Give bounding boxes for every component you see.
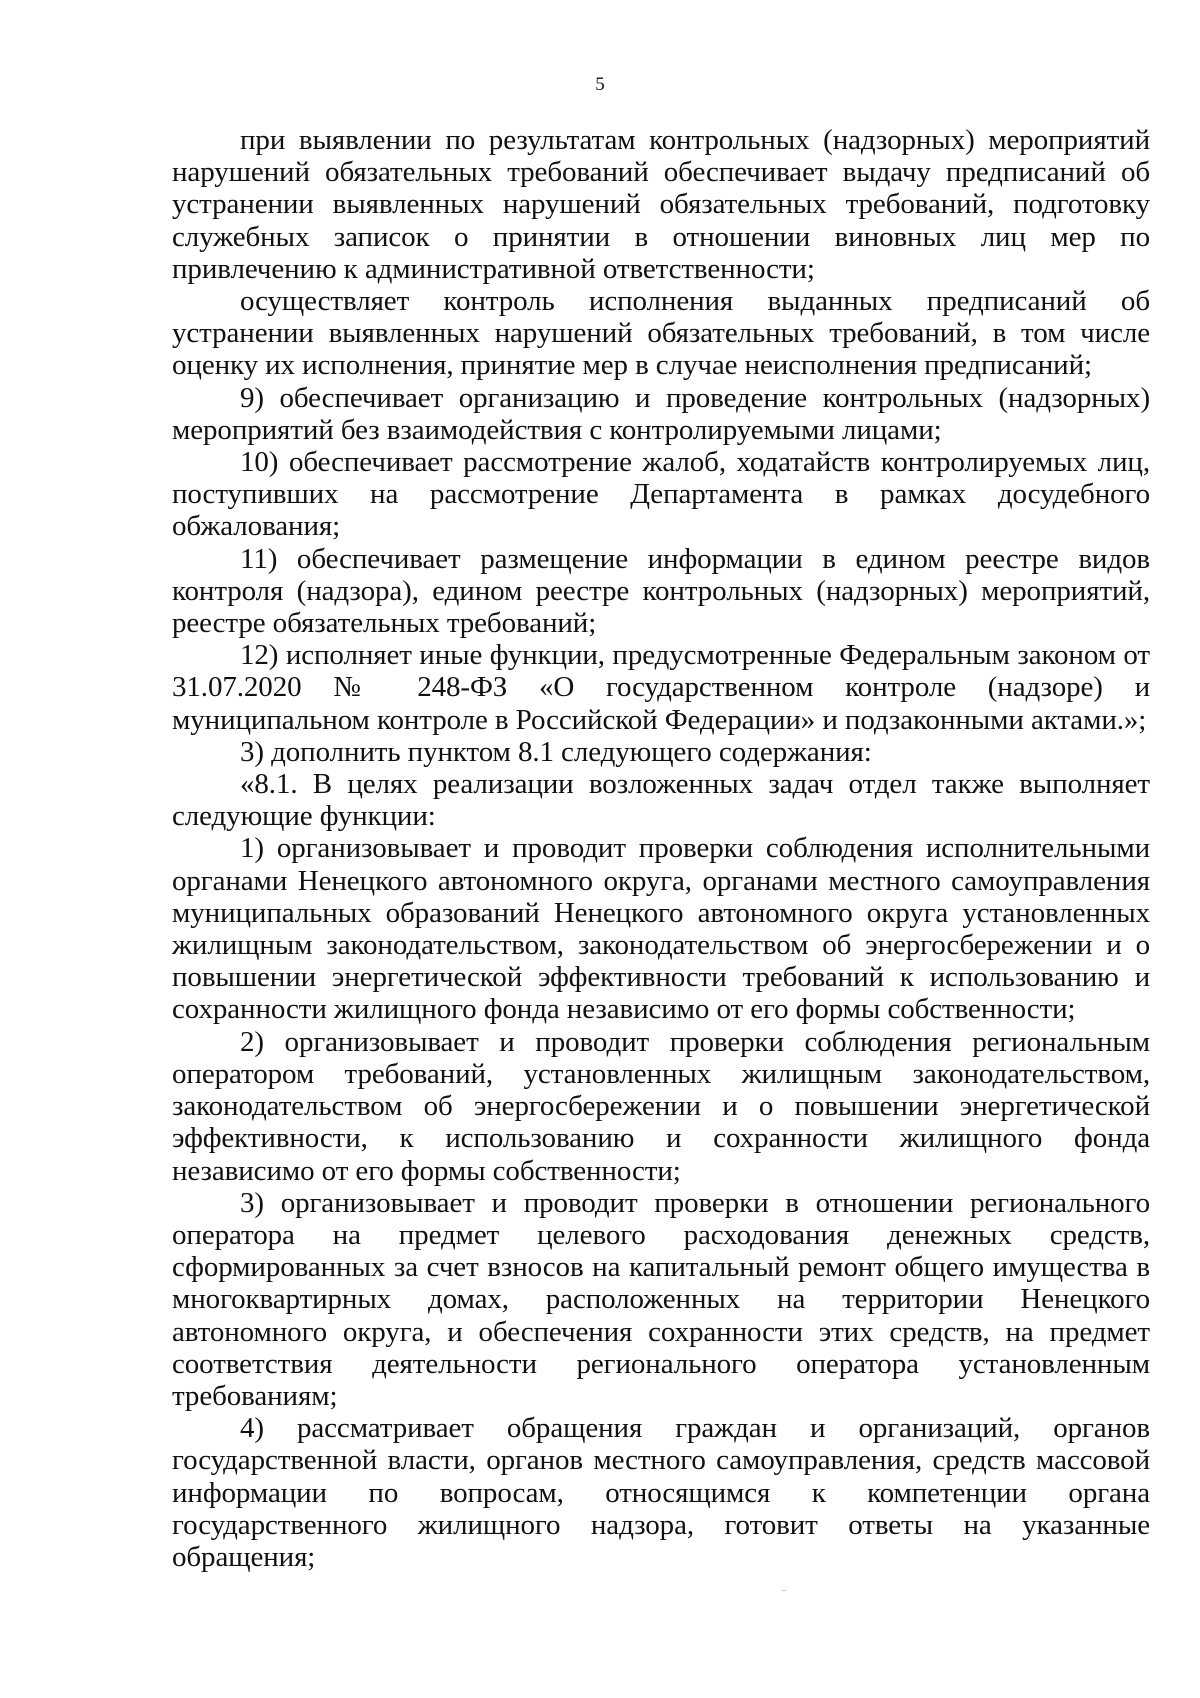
paragraph-item-11: 11) обеспечивает размещение информации в едином реестре видов контроля (надзора), едином реестре контрольных (надзорных) мероприятий, реестре обязательных требований;: [172, 542, 1150, 640]
paragraph-continuation-violations: при выявлении по результатам контрольных (надзорных) мероприятий нарушений обязательных требований обеспечивает выдачу предписаний об устранении выявленных нарушений обязательных требований, подготовку служебных записок о принятии в отношении виновных лиц мер по привлечению к административной ответственности;: [172, 124, 1150, 285]
page-number: 5: [595, 74, 605, 95]
paragraph-clause-8-1: «8.1. В целях реализации возложенных задач отдел также выполняет следующие функции:: [172, 768, 1150, 833]
paragraph-function-2: 2) организовывает и проводит проверки соблюдения региональным оператором требований, установленных жилищным законодательством, законодательством об энергосбережении и о повышении энергетической эффективности, к использованию и сохранности жилищного фонда независимо от его формы собственности;: [172, 1025, 1150, 1187]
paragraph-function-4: 4) рассматривает обращения граждан и организаций, органов государственной власти, органов местного самоуправления, средств массовой информации по вопросам, относящимся к компетенции органа государственного жилищного надзора, готовит ответы на указанные обращения;: [172, 1412, 1150, 1573]
paragraph-item-12: 12) исполняет иные функции, предусмотренные Федеральным законом от 31.07.2020 № 248-ФЗ «О государственном контроле (надзоре) и муниципальном контроле в Российской Федерации» и подзаконными актами.»;: [172, 639, 1150, 736]
paragraph-amendment-3: 3) дополнить пунктом 8.1 следующего содержания:: [240, 735, 872, 768]
document-body: [172, 124, 1150, 1573]
paragraph-item-9: 9) обеспечивает организацию и проведение контрольных (надзорных) мероприятий без взаимодействия с контролируемыми лицами;: [172, 381, 1150, 446]
paragraph-function-1: 1) организовывает и проводит проверки соблюдения исполнительными органами Ненецкого автономного округа, органами местного самоуправления муниципальных образований Ненецкого автономного округа установленных жилищным законодательством, законодательством об энергосбережении и о повышении энергетической эффективности требований к использованию и сохранности жилищного фонда независимо от его формы собственности;: [172, 832, 1150, 1026]
paragraph-function-3: 3) организовывает и проводит проверки в отношении регионального оператора на предмет целевого расходования денежных средств, сформированных за счет взносов на капитальный ремонт общего имущества в многоквартирных домах, расположенных на территории Ненецкого автономного округа, и обеспечения сохранности этих средств, на предмет соответствия деятельности регионального оператора установленным требованиям;: [172, 1186, 1150, 1412]
paragraph-control-execution: осуществляет контроль исполнения выданных предписаний об устранении выявленных нарушений обязательных требований, в том числе оценку их исполнения, принятие мер в случае неисполнения предписаний;: [172, 285, 1150, 382]
paragraph-item-10: 10) обеспечивает рассмотрение жалоб, ходатайств контролируемых лиц, поступивших на рассмотрение Департамента в рамках досудебного обжалования;: [172, 446, 1150, 543]
scan-artifact: [782, 1590, 786, 1591]
